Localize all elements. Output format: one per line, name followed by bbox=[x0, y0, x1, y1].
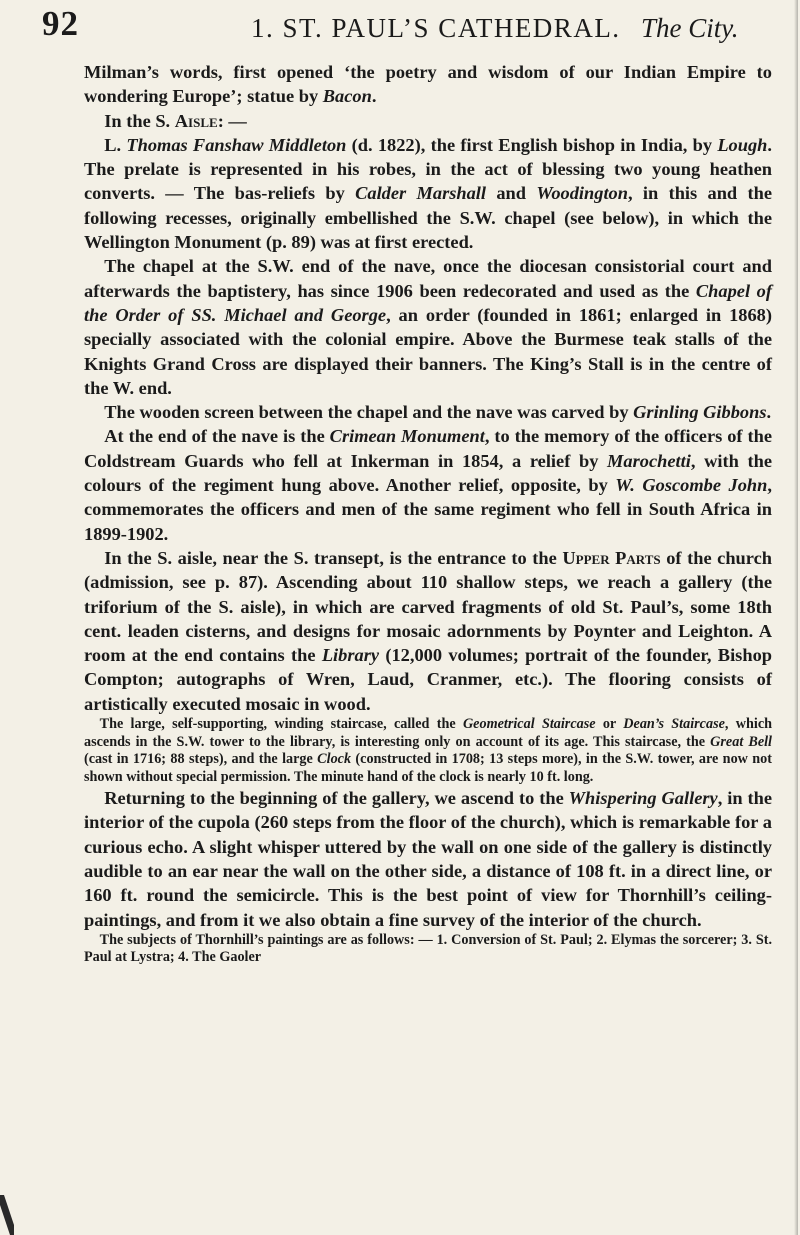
paragraph-sw-chapel: The chapel at the S.W. end of the nave, once the diocesan consistorial court and afterwards the baptistery, has since 1906 been redecorated and used as the Chapel of the Order of SS. Michael and George, an order (founded in 1861; enlarged in 1868) specially associated with the colonial empire. Above the Burmese teak stalls of the Knights Grand Cross are displayed their banners. The King’s Stall is in the centre of the W. end. bbox=[84, 256, 773, 398]
paragraph-milman: Milman’s words, first opened ‘the poetry and wisdom of our Indian Empire to wondering Europe’; statue by Bacon. bbox=[84, 62, 772, 107]
paragraph-middleton: L. Thomas Fanshaw Middleton (d. 1822), the first English bishop in India, by Lough. The prelate is represented in his robes, in the act of blessing two young heathen converts. — The bas-reliefs by Calder Marshall and Woodington, in this and the following recesses, originally embellished the S.W. chapel (see below), in which the Wellington Monument (p. 89) was at first erected. bbox=[84, 134, 773, 253]
paragraph-whispering-gallery: Returning to the beginning of the gallery, we ascend to the Whispering Gallery, in the interior of the cupola (260 steps from the floor of the church), which is remarkable for a curious echo. A slight whisper uttered by the wall on one side of the gallery is distinctly audible to an ear near the wall on the other side, a distance of 108 ft. in a direct line, or 160 ft. round the semicircle. This is the best point of view for Thornhill’s ceiling-paintings, and from it we also obtain a fine survey of the interior of the church. bbox=[84, 788, 772, 930]
running-head-title: 1. ST. PAUL’S CATHEDRAL. bbox=[251, 13, 621, 43]
page-body bbox=[84, 60, 772, 967]
paragraph-wooden-screen: The wooden screen between the chapel and the nave was carved by Grinling Gibbons. bbox=[104, 402, 772, 423]
paragraph-crimean-monument: At the end of the nave is the Crimean Monument, to the memory of the officers of the Coldstream Guards who fell at Inkerman in 1854, a relief by Marochetti, with the colours of the regiment hung above. Another relief, opposite, by W. Goscombe John, commemorates the officers and men of the same regiment who fell in South Africa in 1899-1902. bbox=[84, 426, 772, 544]
paragraph-s-aisle-heading: In the S. Aisle: — bbox=[104, 110, 247, 131]
running-header bbox=[40, 6, 770, 46]
running-head-section: The City. bbox=[641, 13, 739, 43]
page-number: 92 bbox=[42, 4, 79, 43]
note-geometrical-staircase: The large, self-supporting, winding staircase, called the Geometrical Staircase or Dean’s Staircase, which ascends in the S.W. tower to the library, is interesting only on account of its age. This staircase, the Great Bell (cast in 1716; 88 steps), and the large Clock (constructed in 1708; 13 steps more), in the S.W. tower, are now not shown without special permission. The minute hand of the clock is nearly 10 ft. long. bbox=[84, 716, 773, 785]
page-edge-shadow bbox=[794, 0, 798, 1235]
note-thornhill-paintings: The subjects of Thornhill’s paintings are as follows: — 1. Conversion of St. Paul; 2. Elymas the sorcerer; 3. St. Paul at Lystra; 4. The Gaoler bbox=[84, 931, 772, 966]
paragraph-upper-parts: In the S. aisle, near the S. transept, is the entrance to the Upper Parts of the church (admission, see p. 87). Ascending about 110 shallow steps, we reach a gallery (the triforium of the S. aisle), in which are carved fragments of old St. Paul’s, some 18th cent. leaden cisterns, and designs for mosaic adornments by Poynter and Leighton. A room at the end contains the Library (12,000 volumes; portrait of the founder, Bishop Compton; autographs of Wren, Laud, Cranmer, etc.). The flooring consists of artistically executed mosaic in wood. bbox=[84, 547, 773, 714]
corner-mark-icon bbox=[0, 1195, 14, 1235]
